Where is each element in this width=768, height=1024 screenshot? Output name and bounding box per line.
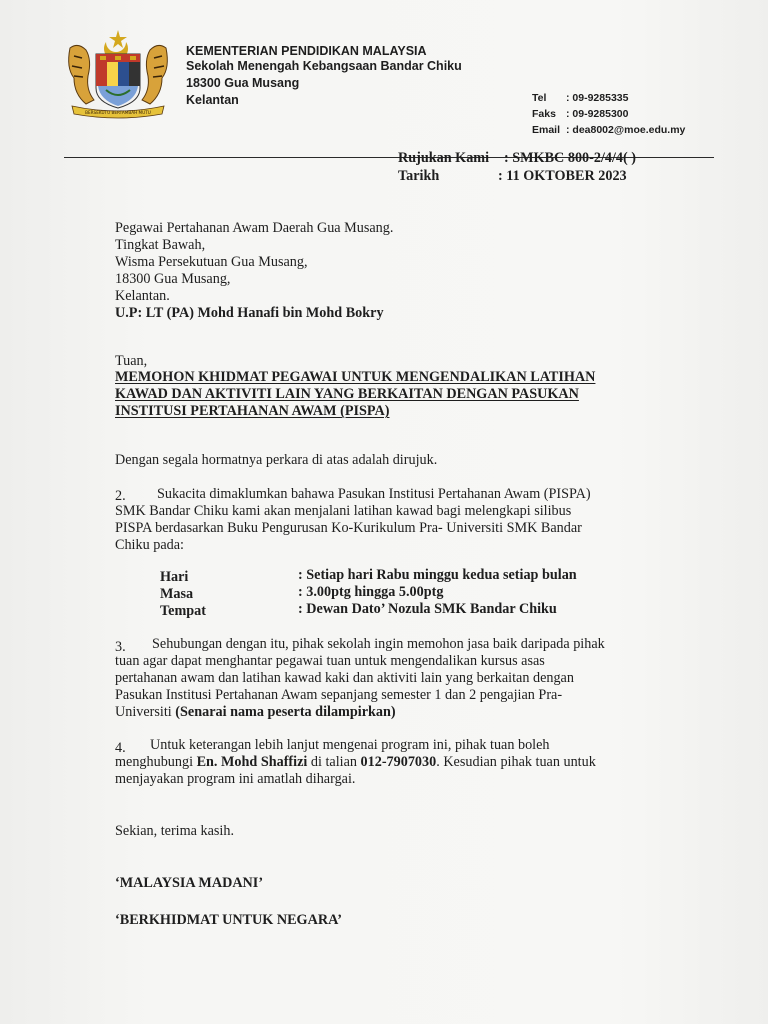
crest-motto-text: BERSEKUTU BERTAMBAH MUTU (85, 110, 151, 115)
attachment-note: (Senarai nama peserta dilampirkan) (175, 704, 396, 720)
subject-line: MEMOHON KHIDMAT PEGAWAI UNTUK MENGENDALIKAN LATIHAN (115, 369, 596, 385)
paragraph-3-line: pertahanan awam dan latihan kawad kaki dan aktiviti lain yang berkaitan dengan (115, 670, 574, 686)
paragraph-3-text: Universiti (115, 704, 176, 720)
tel-label: Tel (532, 92, 547, 104)
reference-value: : SMKBC 800-2/4/4( ) (504, 150, 637, 166)
attention-line: U.P: LT (PA) Mohd Hanafi bin Mohd Bokry (115, 305, 384, 321)
paragraph-1: Dengan segala hormatnya perkara di atas adalah dirujuk. (115, 452, 438, 468)
email-label: Email (532, 124, 561, 136)
paragraph-number: 2. (115, 488, 126, 504)
date-label: Tarikh (398, 168, 440, 184)
paragraph-number: 3. (115, 639, 126, 655)
recipient-line: Wisma Persekutuan Gua Musang, (115, 254, 308, 270)
paragraph-4-line (115, 754, 596, 772)
slogan-berkhidmat: ‘BERKHIDMAT UNTUK NEGARA’ (115, 912, 343, 928)
paragraph-4-line: Untuk keterangan lebih lanjut mengenai program ini, pihak tuan boleh (150, 737, 550, 753)
paragraph-4-text: di talian (307, 754, 361, 770)
school-state: Kelantan (186, 93, 239, 107)
tel-value: : 09-9285335 (566, 92, 629, 104)
salutation: Tuan, (115, 353, 148, 369)
paragraph-2-line: Chiku pada: (115, 537, 184, 553)
schedule-label-time: Masa (160, 586, 194, 602)
schedule-label-day: Hari (160, 569, 189, 585)
school-name: Sekolah Menengah Kebangsaan Bandar Chiku (186, 59, 462, 73)
paragraph-3-line: tuan agar dapat menghantar pegawai tuan untuk mengendalikan kursus asas (115, 653, 545, 669)
ministry-name: KEMENTERIAN PENDIDIKAN MALAYSIA (186, 44, 427, 58)
recipient-line: 18300 Gua Musang, (115, 271, 231, 287)
date-value: : 11 OKTOBER 2023 (498, 168, 627, 184)
closing-line: Sekian, terima kasih. (115, 823, 234, 839)
paragraph-2-line: Sukacita dimaklumkan bahawa Pasukan Institusi Pertahanan Awam (PISPA) (157, 486, 591, 502)
slogan-malaysia-madani: ‘MALAYSIA MADANI’ (115, 875, 264, 891)
paragraph-3-line (115, 704, 396, 722)
schedule-value-time: : 3.00ptg hingga 5.00ptg (298, 584, 444, 600)
paragraph-4-text: . Kesudian pihak tuan untuk (436, 754, 596, 770)
paragraph-3-line: Sehubungan dengan itu, pihak sekolah ingin memohon jasa baik daripada pihak (152, 636, 605, 652)
contact-phone: 012-7907030 (360, 754, 437, 770)
reference-label: Rujukan Kami (398, 150, 490, 166)
malaysia-coat-of-arms-icon (62, 28, 174, 120)
recipient-line: Pegawai Pertahanan Awam Daerah Gua Musang. (115, 220, 394, 236)
paragraph-4-text: menghubungi (115, 754, 197, 770)
paragraph-3-line: Pasukan Institusi Pertahanan Awam sepanjang semester 1 dan 2 pengajian Pra- (115, 687, 563, 703)
paragraph-2-line: PISPA berdasarkan Buku Pengurusan Ko-Kurikulum Pra- Universiti SMK Bandar (115, 520, 582, 536)
recipient-line: Tingkat Bawah, (115, 237, 206, 253)
paragraph-4-line: menjayakan program ini amatlah dihargai. (115, 771, 356, 787)
subject-line: INSTITUSI PERTAHANAN AWAM (PISPA) (115, 403, 390, 419)
schedule-label-place: Tempat (160, 603, 206, 619)
schedule-value-place: : Dewan Dato’ Nozula SMK Bandar Chiku (298, 601, 557, 617)
subject-line: KAWAD DAN AKTIVITI LAIN YANG BERKAITAN DENGAN PASUKAN (115, 386, 579, 402)
contact-person: En. Mohd Shaffizi (196, 754, 308, 770)
paragraph-2-line: SMK Bandar Chiku kami akan menjalani latihan kawad bagi melengkapi silibus (115, 503, 572, 519)
paragraph-number: 4. (115, 740, 126, 756)
email-value: : dea8002@moe.edu.my (566, 124, 686, 136)
fax-label: Faks (532, 108, 556, 120)
school-postcode-city: 18300 Gua Musang (186, 76, 300, 90)
recipient-line: Kelantan. (115, 288, 170, 304)
fax-value: : 09-9285300 (566, 108, 629, 120)
schedule-value-day: : Setiap hari Rabu minggu kedua setiap bulan (298, 567, 577, 583)
